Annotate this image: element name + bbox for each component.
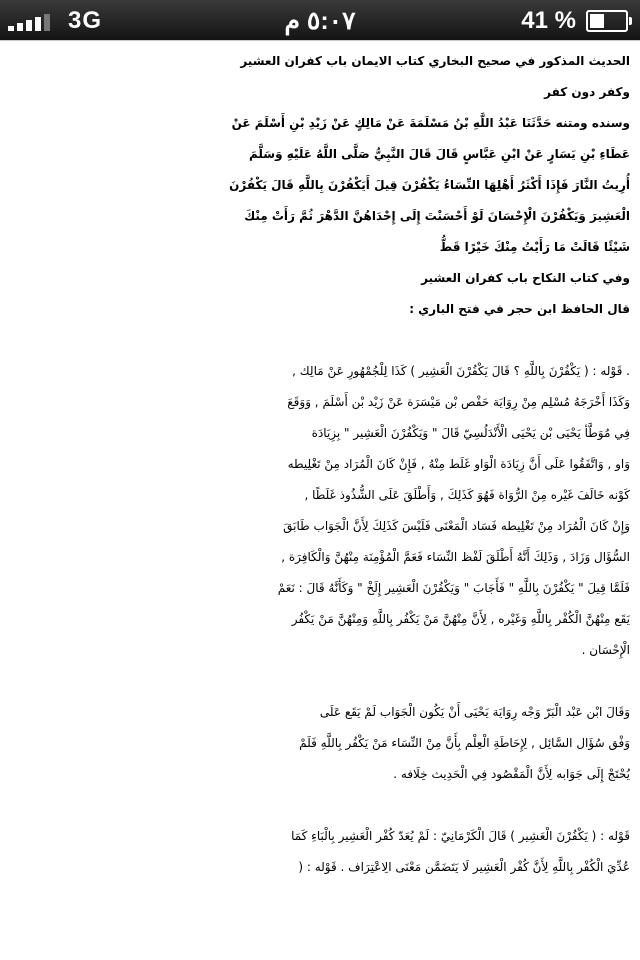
text-line: وكفر دون كفر — [544, 85, 630, 99]
text-line: يُحْتَجْ إِلَى جَوَابه لِأَنَّ الْمَقْصُود فِي الْحَدِيث خِلَافه . — [393, 767, 630, 781]
text-line: عُدِّيَ الْكُفْر بِاللَّهِ لِأَنَّ كُفْر الْعَشِير لَا يَتَضَمَّن مَعْنَى الِاعْتِرَاف . قَوْله : ( — [298, 860, 630, 874]
battery-fill — [590, 14, 604, 28]
document-body[interactable] — [0, 46, 640, 960]
text-line: يَقَع مِنْهُنَّ الْكُفْر بِاللَّهِ وَغَيْره , لِأَنَّ مِنْهُنَّ مَنْ يَكْفُر بِاللَّهِ وَمِنْهُنَّ مَنْ يَكْفُر — [291, 612, 630, 626]
text-line: فَلَمَّا قِيلَ " يَكْفُرْنَ بِاللَّهِ " فَأَجَابَ " وَيَكْفُرْنَ الْعَشِير إِلَخْ " وَكَأَنَّهُ قَالَ : نَعَمْ — [277, 581, 630, 595]
battery-percent: 41 % — [521, 7, 576, 34]
text-line: فِي مُوَطَّأ يَحْيَى بْن يَحْيَى الْأَنْدَلُسِيّ قَالَ " وَيَكْفُرْنَ الْعَشِير " بِزِيَادَة — [311, 426, 630, 440]
text-line: الحديث المذكور في صحيح البخاري كتاب الايمان باب كفران العشير — [240, 54, 630, 68]
text-line: وَاو , وَاتَّفَقُوا عَلَى أَنَّ زِيَادَة الْوَاو غَلَط مِنْهُ , فَإِنْ كَانَ الْمُرَاد مِنْ تَغْلِيطه — [287, 457, 630, 471]
text-line: الْعَشِيرَ وَيَكْفُرْنَ الْإِحْسَانَ لَوْ أَحْسَنْتَ إِلَى إِحْدَاهُنَّ الدَّهْرَ ثُمَّ رَأَتْ مِنْكَ — [244, 209, 630, 223]
status-bar — [0, 0, 640, 40]
text-line: وَقَالَ ابْن عَبْد الْبَرّ وَجْه رِوَايَة يَحْيَى أَنْ يَكُون الْجَوَاب لَمْ يَقَع عَلَى — [319, 705, 630, 719]
text-line: قال الحافظ ابن حجر في فتح الباري : — [409, 302, 630, 316]
text-line: الْإِحْسَان . — [581, 643, 630, 657]
text-line: قَوْله : ( يَكْفُرْنَ الْعَشِير ) قَالَ الْكَرْمَانِيّ : لَمْ يُعَدّ كُفْر الْعَشِير بِالْبَاءِ كَمَا — [291, 829, 630, 843]
text-line: السُّؤَال وَزَادَ , وَذَلِكَ أَنَّهُ أَطْلَقَ لَفْظ النِّسَاء فَعَمَّ الْمُؤْمِنَة مِنْهُنَّ وَالْكَافِرَة , — [281, 550, 630, 564]
text-line: أُرِيتُ النَّارَ فَإِذَا أَكْثَرُ أَهْلِهَا النِّسَاءُ يَكْفُرْنَ قِيلَ أَيَكْفُرْنَ بِاللَّهِ قَالَ يَكْفُرْنَ — [229, 178, 630, 192]
text-line: عَطَاءِ بْنِ يَسَارٍ عَنْ ابْنِ عَبَّاسٍ قَالَ قَالَ النَّبِيُّ صَلَّى اللَّهُ عَلَيْهِ وَسَلَّمَ — [248, 147, 630, 161]
text-line: وَكَذَا أَخْرَجَهُ مُسْلِم مِنْ رِوَايَة حَفْص بْن مَيْسَرَة عَنْ زَيْد بْن أَسْلَمَ , وَوَقَعَ — [287, 395, 630, 409]
text-line: شَيْئًا قَالَتْ مَا رَأَيْتُ مِنْكَ خَيْرًا قَطُّ — [439, 240, 630, 254]
text-line: وَإِنْ كَانَ الْمُرَاد مِنْ تَغْلِيطه فَسَاد الْمَعْنَى فَلَيْسَ كَذَلِكَ لِأَنَّ الْجَوَاب طَابَقَ — [283, 519, 630, 533]
text-line: . قَوْله : ( يَكْفُرْنَ بِاللَّهِ ؟ قَالَ يَكْفُرْنَ الْعَشِير ) كَذَا لِلْجُمْهُورِ عَنْ مَالِك , — [292, 364, 630, 378]
text-line: وسنده ومتنه حَدَّثَنَا عَبْدُ اللَّهِ بْنُ مَسْلَمَةَ عَنْ مَالِكٍ عَنْ زَيْدِ بْنِ أَسْلَمَ عَنْ — [231, 116, 630, 130]
battery-icon — [586, 10, 628, 32]
text-line: كَوْنه خَالَفَ غَيْره مِنْ الرُّوَاة فَهُوَ كَذَلِكَ , وَأَطْلَقَ عَلَى الشُّذُوذ غَلَطًا , — [304, 488, 630, 502]
divider — [0, 40, 640, 41]
text-line: وَفْق سُؤَال السَّائِل , لِإِحَاطَةِ الْعِلْم بِأَنَّ مِنْ النِّسَاء مَنْ يَكْفُر بِاللَّهِ فَلَمْ — [299, 736, 630, 750]
text-line: وفي كتاب النكاح باب كفران العشير — [421, 271, 630, 285]
status-clock: ٥:٠٧ م — [284, 7, 356, 35]
network-type: 3G — [68, 7, 103, 34]
